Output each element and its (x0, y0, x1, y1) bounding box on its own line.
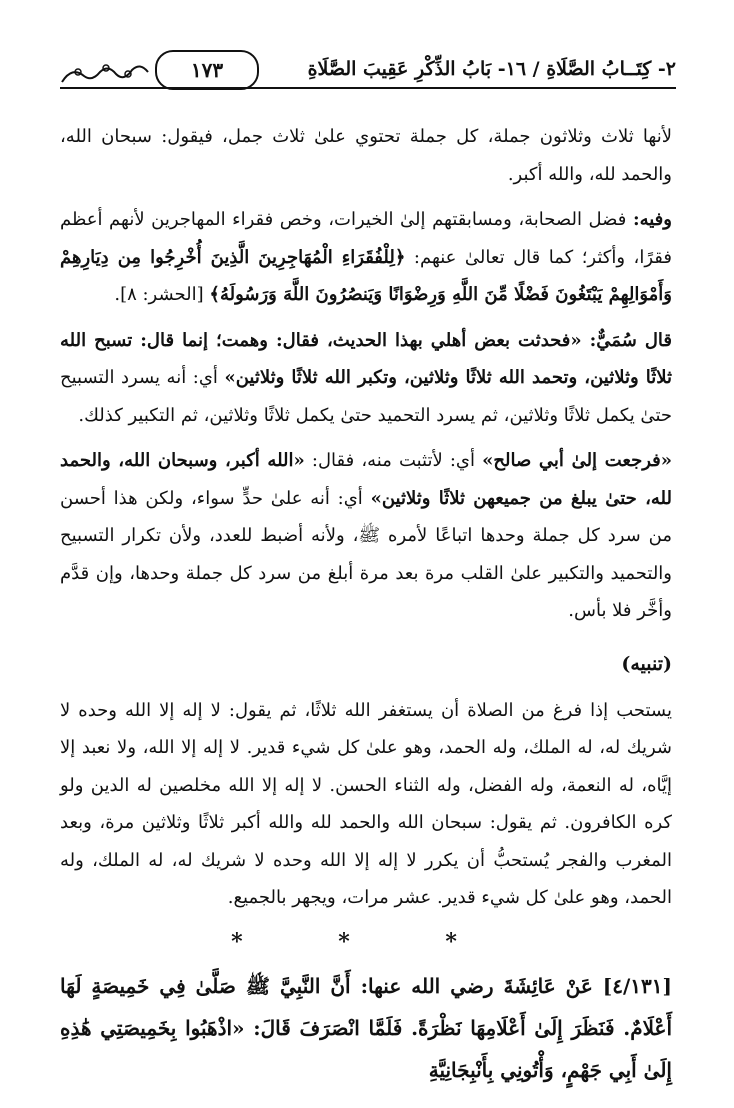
quran-verse: ﴿لِلْفُقَرَاءِ الْمُهَاجِرِينَ الَّذِينَ أُخْرِجُوا مِن دِيَارِهِمْ وَأَمْوَالِهِمْ يَبْتَغُونَ فَضْلًا مِّنَ اللَّهِ وَرِضْوَانًا وَيَنصُرُونَ اللَّهَ وَرَسُولَهُ﴾ (60, 246, 672, 305)
paragraph-3-text: أي: أنه يسرد التسبيح حتىٰ يكمل ثلاثًا وثلاثين، ثم يسرد التحميد حتىٰ يكمل ثلاثًا وثلاثين، ثم التكبير كذلك. (60, 367, 672, 426)
paragraph-1: لأنها ثلاث وثلاثون جملة، كل جملة تحتوي علىٰ ثلاث جمل، فيقول: سبحان الله، والحمد لله، والله أكبر. (60, 126, 672, 185)
paragraph-5: يستحب إذا فرغ من الصلاة أن يستغفر الله ثلاثًا، ثم يقول: لا إله إلا الله وحده لا شريك له، له الملك، وله الحمد، وهو علىٰ كل شيء قدير. لا إله إلا الله، ولا نعبد إلا إيَّاه، له النعمة، وله الفضل، وله الثناء الحسن. لا إله إلا الله مخلصين له الدين ولو كره الكافرون. ثم يقول: سبحان الله والحمد لله والله أكبر ثلاثًا وثلاثين مرة، وبعد المغرب والفجر يُستحبُّ أن يكرر لا إله إلا الله وحده لا شريك له، له الملك، وله الحمد، وهو علىٰ كل شيء قدير. عشر مرات، ويجهر بالجميع. (60, 699, 672, 908)
paragraph-3 (60, 322, 672, 435)
decorative-ornament-icon (60, 60, 150, 86)
paragraph-4 (60, 442, 672, 630)
paragraph-4-mid: أي: لأتثبت منه، فقال: (311, 450, 476, 471)
header-divider (60, 87, 676, 89)
page-number: ١٧٣ (155, 50, 259, 90)
quran-reference: [الحشر: ٨]. (114, 284, 204, 305)
paragraph-3-quote: قال سُمَيٌّ: «فحدثت بعض أهلي بهذا الحديث، فقال: وهمت؛ إنما قال: تسبح الله ثلاثًا وثلاثين، وتحمد الله ثلاثًا وثلاثين، وتكبر الله ثلاثًا وثلاثين» (60, 329, 672, 388)
running-title: ٢- كِتَــابُ الصَّلَاةِ / ١٦- بَابُ الذِّكْرِ عَقِيبَ الصَّلَاةِ (307, 58, 676, 80)
paragraph-2-text: فضل الصحابة، ومسابقتهم إلىٰ الخيرات، وخص فقراء المهاجرين لأنهم أعظم فقرًا، وأكثر؛ كما قال تعالىٰ عنهم: (60, 209, 672, 268)
paragraph-4-quote: «الله أكبر، وسبحان الله، والحمد لله، حتىٰ يبلغ من جميعهن ثلاثًا وثلاثين» (60, 450, 672, 509)
paragraph-2 (60, 201, 672, 314)
page-body (60, 118, 672, 1091)
notice-heading: (تنبيه) (621, 652, 672, 675)
hadith-text: [٤/١٣١] عَنْ عَائِشَةَ رضي الله عنها: أَنَّ النَّبِيَّ ﷺ صَلَّىٰ فِي خَمِيصَةٍ لَهَا أَعْلَامٌ. فَنَظَرَ إِلَىٰ أَعْلَامِهَا نَظْرَةً. فَلَمَّا انْصَرَفَ قَالَ: «اذْهَبُوا بِخَمِيصَتِي هَٰذِهِ إِلَىٰ أَبِي جَهْمٍ، وَأْتُونِي بِأَنْبِجَانِيَّةِ (60, 973, 673, 1082)
page-header (60, 50, 676, 90)
paragraph-2-lead: وفيه: (632, 209, 672, 230)
section-separator: * * * (231, 928, 501, 955)
paragraph-4-lead: «فرجعت إلىٰ أبي صالح» (482, 450, 672, 471)
paragraph-4-text: أي: أنه علىٰ حدٍّ سواء، ولكن هذا أحسن من سرد كل جملة وحدها اتباعًا لأمره ﷺ، ولأنه أضبط للعدد، ولأن تكرار التسبيح والتحميد والتكبير علىٰ القلب مرة بعد مرة أبلغ من سرد كل جملة وحدها، وإن قدَّم وأخَّر فلا بأس. (60, 487, 673, 621)
